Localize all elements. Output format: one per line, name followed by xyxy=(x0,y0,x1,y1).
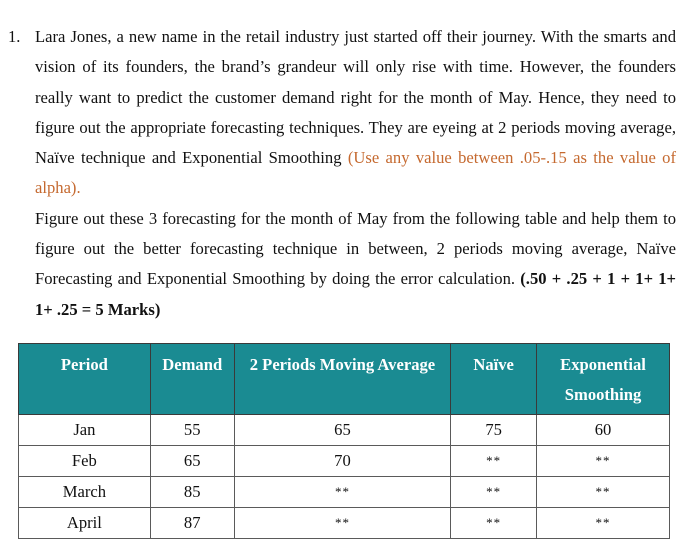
table-row xyxy=(19,446,670,477)
table-row xyxy=(19,477,670,508)
question-body xyxy=(35,22,676,325)
header-exponential-smoothing: Exponential Smoothing xyxy=(537,344,670,415)
table-row xyxy=(19,415,670,446)
marks-note: (.50 + .25 + 1 + 1+ 1+ 1+ .25 = 5 Marks) xyxy=(35,269,677,319)
question-instruction: Figure out these 3 forecasting for the month of May from the following table and help them to figure out the better forecasting technique in between, 2 periods moving average, Naïve Forecasting and Exponential Smoothing by doing the error calculation. xyxy=(35,208,676,289)
cell-exponential-smoothing: ** xyxy=(537,477,670,508)
header-naive: Naïve xyxy=(451,344,537,415)
cell-naive: ** xyxy=(451,446,537,477)
cell-demand: 85 xyxy=(150,477,234,508)
cell-demand: 65 xyxy=(150,446,234,477)
header-period: Period xyxy=(19,344,151,415)
cell-naive: 75 xyxy=(451,415,537,446)
cell-moving-average: 65 xyxy=(234,415,451,446)
cell-period: March xyxy=(19,477,151,508)
alpha-note: (Use any value between .05-.15 as the value of alpha). xyxy=(35,148,677,198)
question-instruction-block xyxy=(35,204,676,325)
cell-period: Jan xyxy=(19,415,151,446)
question-number: 1. xyxy=(8,27,21,46)
cell-exponential-smoothing: 60 xyxy=(537,415,670,446)
cell-period: April xyxy=(19,508,151,539)
cell-moving-average: ** xyxy=(234,477,451,508)
cell-naive: ** xyxy=(451,508,537,539)
table-header-row xyxy=(19,344,670,415)
cell-moving-average: 70 xyxy=(234,446,451,477)
cell-period: Feb xyxy=(19,446,151,477)
question-block xyxy=(8,22,676,325)
question-intro: Lara Jones, a new name in the retail industry just started off their journey. With the smarts and vision of its founders, the brand’s grandeur will only rise with time. However, the founders really want to predict the customer demand right for the month of May. Hence, they need to figure out the appropriate forecasting techniques. They are eyeing at 2 periods moving average, Naïve technique and Exponential Smoothing xyxy=(35,27,676,168)
cell-demand: 55 xyxy=(150,415,234,446)
header-moving-average: 2 Periods Moving Average xyxy=(234,344,451,415)
header-demand: Demand xyxy=(150,344,234,415)
cell-naive: ** xyxy=(451,477,537,508)
cell-exponential-smoothing: ** xyxy=(537,508,670,539)
forecast-table xyxy=(18,343,670,539)
table-row xyxy=(19,508,670,539)
cell-exponential-smoothing: ** xyxy=(537,446,670,477)
cell-demand: 87 xyxy=(150,508,234,539)
cell-moving-average: ** xyxy=(234,508,451,539)
